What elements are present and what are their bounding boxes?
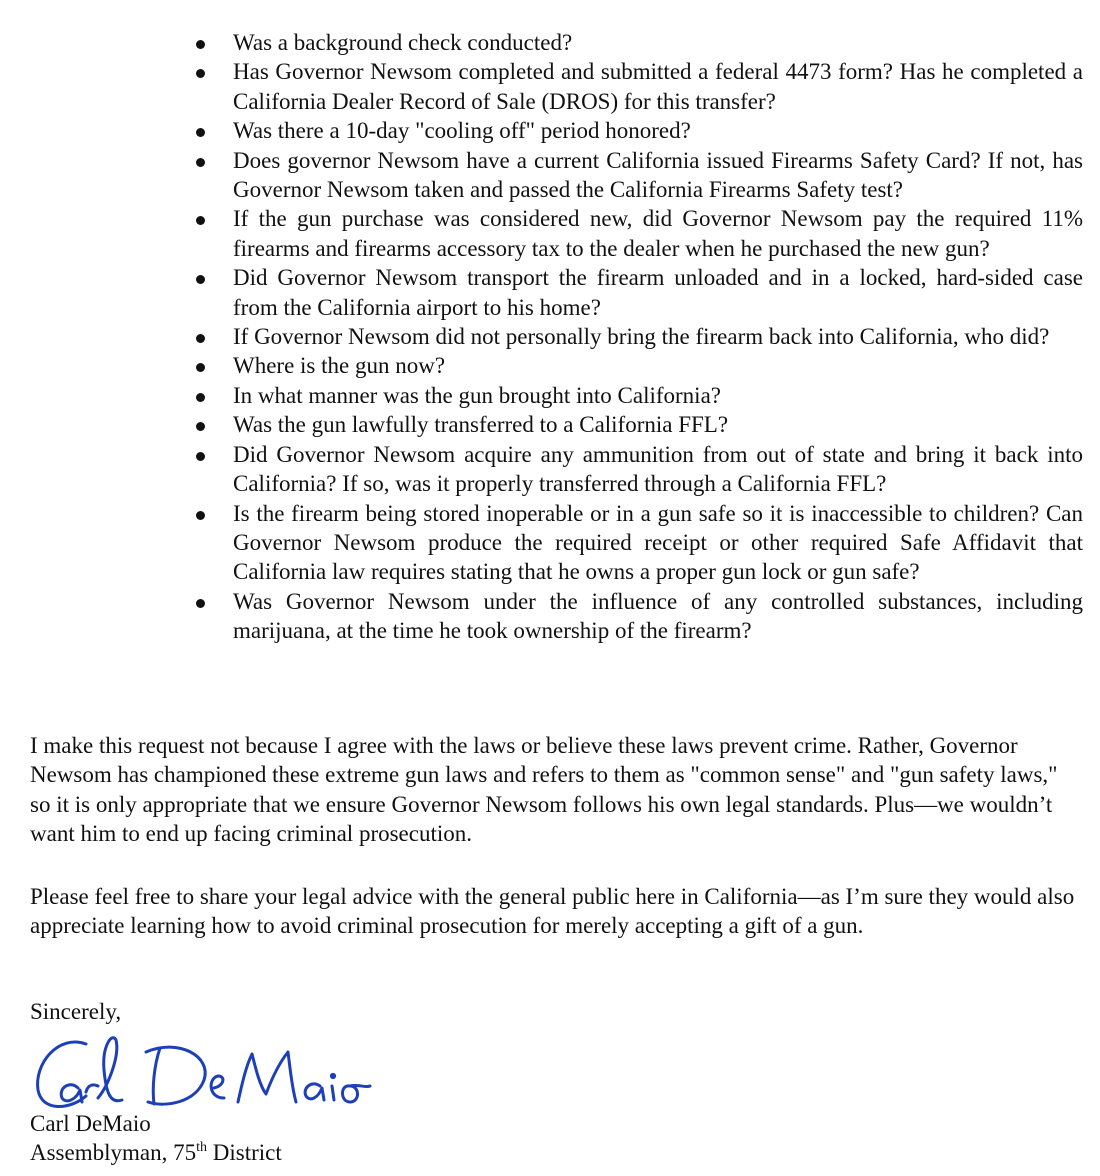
list-item	[190, 57, 1083, 116]
title-rest: District	[207, 1140, 282, 1165]
list-item	[190, 28, 1083, 57]
bullet-icon	[196, 422, 205, 431]
bullet-icon	[196, 334, 205, 343]
title-prefix: Assemblyman, 75	[30, 1140, 197, 1165]
list-item	[190, 440, 1083, 499]
question-text: Does governor Newsom have a current California issued Firearms Safety Card? If not, has Governor Newsom taken and passed the California Firearms Safety test?	[233, 147, 1083, 203]
closing-salutation: Sincerely,	[30, 999, 122, 1024]
bullet-icon	[196, 40, 205, 49]
question-text: Is the firearm being stored inoperable or in a gun safe so it is inaccessible to children? Can Governor Newsom produce the required receipt or other required Safe Affidavit that California law requires stating that he owns a proper gun lock or gun safe?	[233, 500, 1083, 585]
bullet-icon	[196, 69, 205, 78]
list-item	[190, 263, 1083, 322]
question-text: If Governor Newsom did not personally bring the firearm back into California, who did?	[233, 324, 1050, 350]
list-item	[190, 499, 1083, 587]
question-text: In what manner was the gun brought into California?	[233, 382, 721, 408]
question-text: Has Governor Newsom completed and submitted a federal 4473 form? Has he completed a California Dealer Record of Sale (DROS) for this transfer?	[233, 59, 1083, 114]
share-paragraph: Please feel free to share your legal advice with the general public here in California—as I’m sure they would also appreciate learning how to avoid criminal prosecution for merely accepting a gift of a gun.	[30, 884, 1075, 939]
bullet-icon	[196, 511, 205, 520]
bullet-icon	[196, 363, 205, 372]
bullet-icon	[196, 158, 205, 167]
question-text: If the gun purchase was considered new, did Governor Newsom pay the required 11% firearms and firearms accessory tax to the dealer when he purchased the new gun?	[233, 206, 1083, 261]
question-text: Did Governor Newsom transport the firearm unloaded and in a locked, hard-sided case from the California airport to his home?	[233, 265, 1083, 320]
question-text: Did Governor Newsom acquire any ammunition from out of state and bring it back into California? If so, was it properly transferred through a California FFL?	[233, 441, 1083, 497]
list-item	[190, 146, 1083, 205]
list-item	[190, 381, 1083, 410]
title-ordinal: th	[196, 1140, 207, 1155]
request-paragraph: I make this request not because I agree with the laws or believe these laws prevent crime. Rather, Governor Newsom has championed these extreme gun laws and refers to them as "common sense" and "gun safety laws," so it is only appropriate that we ensure Governor Newsom follows his own legal standards. Plus—we wouldn’t want him to end up facing criminal prosecution.	[30, 733, 1058, 847]
list-item	[190, 322, 1083, 351]
list-item	[190, 351, 1083, 380]
bullet-icon	[196, 599, 205, 608]
list-item	[190, 587, 1083, 646]
question-text: Was the gun lawfully transferred to a California FFL?	[233, 412, 729, 438]
bullet-icon	[196, 452, 205, 461]
question-text: Where is the gun now?	[233, 353, 446, 379]
bullet-icon	[196, 216, 205, 225]
bullet-icon	[196, 128, 205, 137]
bullet-icon	[196, 393, 205, 402]
list-item	[190, 204, 1083, 263]
question-text: Was a background check conducted?	[233, 30, 573, 55]
question-list	[190, 28, 1083, 646]
signer-title	[30, 1138, 282, 1167]
signer-name: Carl DeMaio	[30, 1111, 151, 1136]
list-item	[190, 410, 1083, 439]
list-item	[190, 116, 1083, 145]
question-text: Was Governor Newsom under the influence of any controlled substances, including marijuana, at the time he took ownership of the firearm?	[233, 588, 1083, 644]
question-text: Was there a 10-day "cooling off" period honored?	[233, 118, 691, 144]
bullet-icon	[196, 275, 205, 284]
